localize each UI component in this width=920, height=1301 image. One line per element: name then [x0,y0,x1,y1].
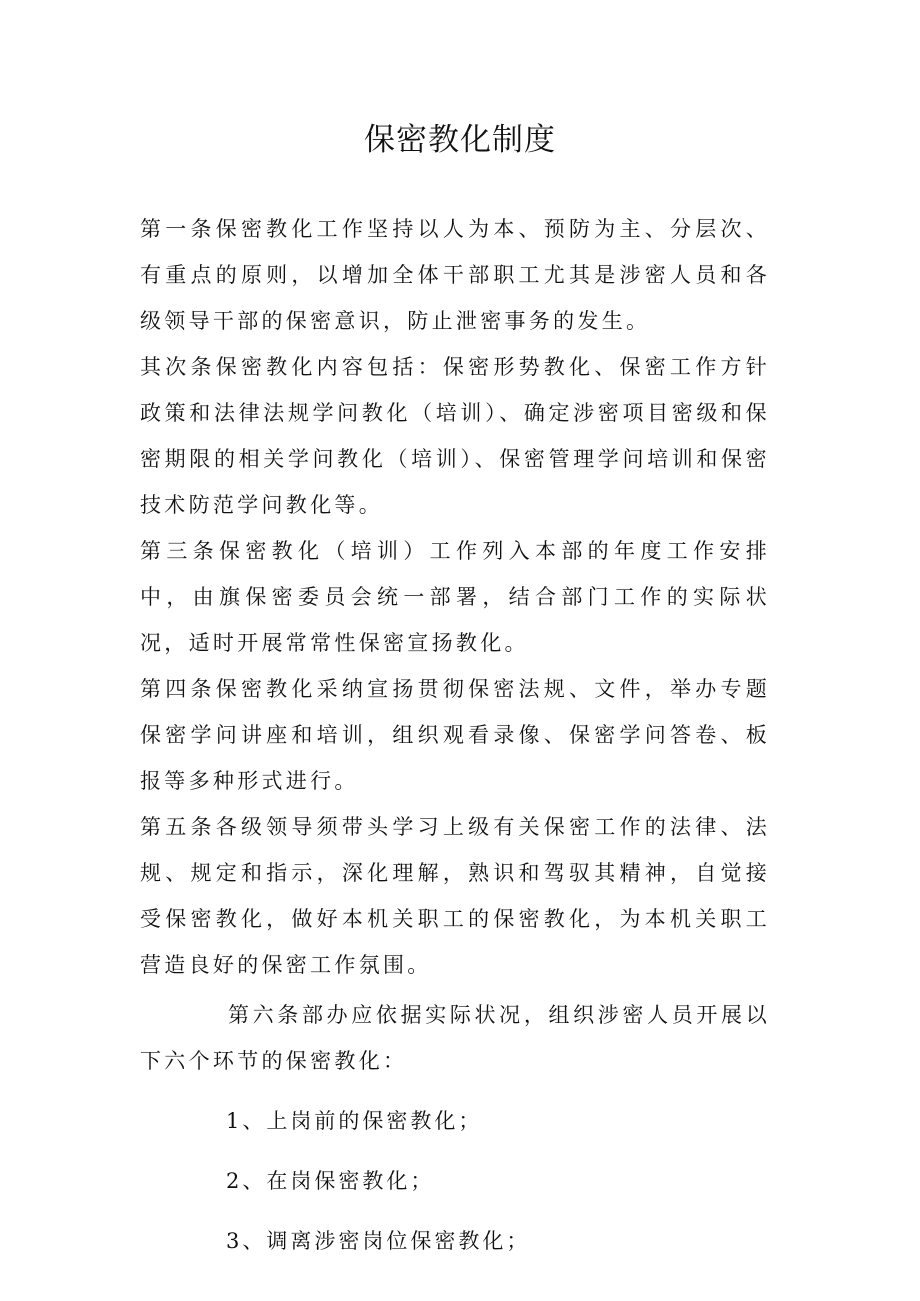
article-6: 第六条部办应依据实际状况，组织涉密人员开展以下六个环节的保密教化： [140,1003,770,1073]
document-title: 保密教化制度 [364,122,556,158]
document-body [140,206,770,1264]
list-item-2: 2、在岗保密教化； [226,1169,435,1193]
list-item-1: 1、上岗前的保密教化； [226,1109,483,1133]
article-3: 第三条保密教化（培训）工作列入本部的年度工作安排中，由旗保密委员会统一部署，结合部门工作的实际状况，适时开展常常性保密宣扬教化。 [140,539,770,655]
article-2: 其次条保密教化内容包括：保密形势教化、保密工作方针政策和法律法规学问教化（培训）、确定涉密项目密级和保密期限的相关学问教化（培训）、保密管理学问培训和保密技术防范学问教化等。 [140,355,770,517]
list-item-3: 3、调离涉密岗位保密教化； [226,1229,531,1253]
article-1: 第一条保密教化工作坚持以人为本、预防为主、分层次、有重点的原则，以增加全体干部职工尤其是涉密人员和各级领导干部的保密意识，防止泄密事务的发生。 [140,217,770,333]
article-4: 第四条保密教化采纳宣扬贯彻保密法规、文件，举办专题保密学问讲座和培训，组织观看录像、保密学问答卷、板报等多种形式进行。 [140,677,770,793]
article-5: 第五条各级领导须带头学习上级有关保密工作的法律、法规、规定和指示，深化理解，熟识和驾驭其精神，自觉接受保密教化，做好本机关职工的保密教化，为本机关职工营造良好的保密工作氛围。 [140,815,770,977]
